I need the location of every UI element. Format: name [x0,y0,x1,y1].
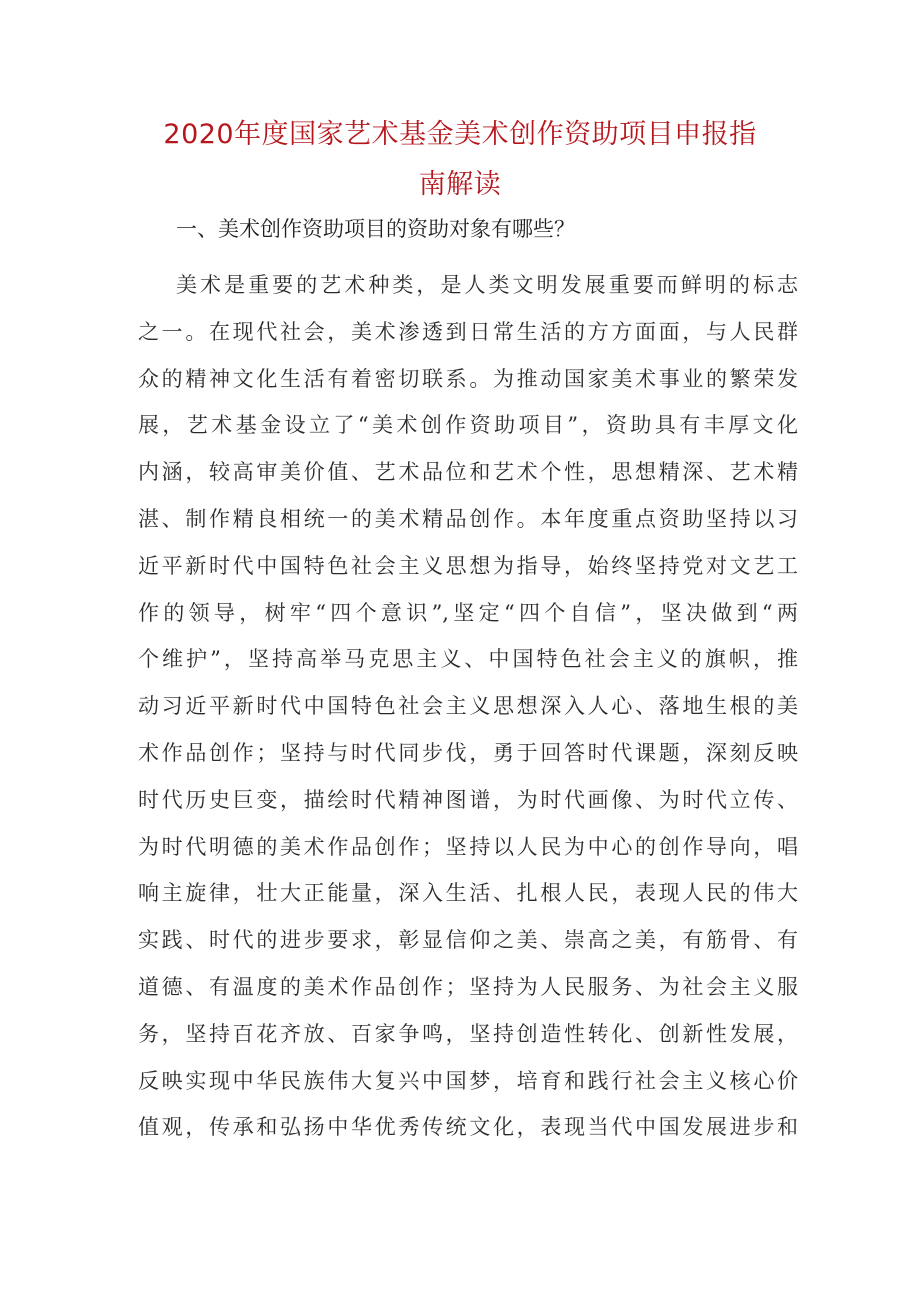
body-line: 道德、有温度的美术作品创作；坚持为人民服务、为社会主义服 [138,974,798,999]
body-line: 务，坚持百花齐放、百家争鸣，坚持创造性转化、创新性发展， [138,1021,798,1046]
body-line: 时代历史巨变，描绘时代精神图谱，为时代画像、为时代立传、 [138,787,798,812]
body-line: 之一。在现代社会，美术渗透到日常生活的方方面面，与人民群 [138,319,798,344]
body-line: 作的领导，树牢“四个意识”,坚定“四个自信”，坚决做到“两 [138,600,798,625]
body-line: 动习近平新时代中国特色社会主义思想深入人心、落地生根的美 [138,694,798,719]
document-title [100,110,820,210]
body-line: 内涵，较高审美价值、艺术品位和艺术个性，思想精深、艺术精 [138,460,798,485]
body-line: 个维护”，坚持高举马克思主义、中国特色社会主义的旗帜，推 [138,647,798,672]
body-line: 湛、制作精良相统一的美术精品创作。本年度重点资助坚持以习 [138,506,798,531]
body-line: 术作品创作；坚持与时代同步伐，勇于回答时代课题，深刻反映 [138,740,798,765]
body-paragraph [138,262,798,1151]
body-line: 为时代明德的美术作品创作；坚持以人民为中心的创作导向，唱 [138,834,798,859]
title-line-1: 2020年度国家艺术基金美术创作资助项目申报指 [163,119,757,150]
body-line: 美术是重要的艺术种类，是人类文明发展重要而鲜明的标志 [176,273,798,297]
body-line: 近平新时代中国特色社会主义思想为指导，始终坚持党对文艺工 [138,553,798,578]
body-line: 众的精神文化生活有着密切联系。为推动国家美术事业的繁荣发 [138,366,798,391]
title-line-2: 南解读 [418,169,502,200]
body-line: 响主旋律，壮大正能量，深入生活、扎根人民，表现人民的伟大 [138,881,798,906]
body-line: 值观，传承和弘扬中华优秀传统文化，表现当代中国发展进步和 [138,1115,798,1140]
body-line: 反映实现中华民族伟大复兴中国梦，培育和践行社会主义核心价 [138,1068,798,1093]
body-line: 展，艺术基金设立了“美术创作资助项目”，资助具有丰厚文化 [138,413,798,438]
section-heading: 一、美术创作资助项目的资助对象有哪些？ [176,217,575,241]
body-line: 实践、时代的进步要求，彰显信仰之美、崇高之美，有筋骨、有 [138,928,798,953]
